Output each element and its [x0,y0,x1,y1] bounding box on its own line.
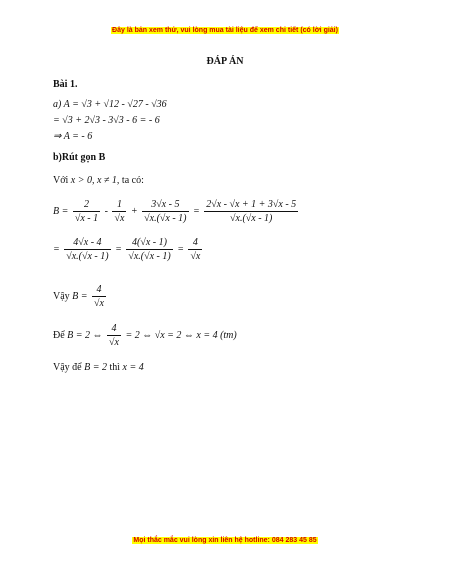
eq2-f3-den: √x [190,251,201,262]
eq2-fraction-2 [126,236,172,263]
eq1-fraction-1 [73,198,100,225]
conclusion-num: 4 [92,283,106,297]
eq1-fraction-3 [142,198,188,225]
condition-b2-den: √x [109,337,119,348]
eq1-f2-num: 1 [112,198,126,212]
conclusion-fraction [92,283,106,310]
eq1-f4-den: √x.(√x - 1) [230,213,273,224]
eq2-f1-den: √x.(√x - 1) [66,251,109,262]
final-label-2: thì [109,362,121,373]
eq2-f1-num: 4√x - 4 [64,236,110,250]
eq1-op1: - [104,205,108,217]
equation-2 [53,236,204,263]
condition-label: Với [53,175,69,186]
eq2-lead: = [53,243,60,255]
condition-tail: ta có: [121,175,144,186]
eq1-lhs: B = [53,205,69,217]
condition-b2-lhs: B = 2 ⇔ [67,329,103,341]
part-b-heading: b)Rút gọn B [53,152,106,163]
eq1-f2-den: √x [114,213,125,224]
condition-b2-label: Để [53,329,65,341]
final-expr-1: B = 2 [84,362,107,373]
eq2-f3-num: 4 [188,236,202,250]
final-answer-line [53,362,144,373]
part-a-line1: a) A = √3 + √12 - √27 - √36 [53,99,167,110]
eq1-f3-num: 3√x - 5 [142,198,188,212]
eq1-f1-den: √x - 1 [74,213,99,224]
hotline-banner [0,537,450,544]
eq2-f2-den: √x.(√x - 1) [128,251,171,262]
eq2-eq2: = [177,243,184,255]
eq2-fraction-1 [64,236,110,263]
preview-notice-text: Đây là bản xem thử, vui lòng mua tài liệu để xem chi tiết (có lời giải) [112,27,338,34]
hotline-text: Mọi thắc mắc vui lòng xin liên hệ hotline: 084 283 45 85 [133,537,317,544]
page-title: ĐÁP ÁN [206,56,244,67]
eq1-op2: + [130,205,138,217]
eq1-f1-num: 2 [73,198,100,212]
part-a-line2: = √3 + 2√3 - 3√3 - 6 = - 6 [53,115,160,126]
conclusion-lhs: B = [72,290,88,302]
condition-b2-fraction [107,322,121,349]
condition-b2-num: 4 [107,322,121,336]
eq1-f4-num: 2√x - √x + 1 + 3√x - 5 [206,199,297,210]
condition-b2-line [53,322,237,349]
condition-expr: x > 0, x ≠ 1, [70,175,120,186]
eq1-eq: = [193,205,200,217]
eq1-fraction-2 [112,198,126,225]
eq1-f3-den: √x.(√x - 1) [144,213,187,224]
preview-notice-banner [0,27,450,34]
eq2-eq1: = [115,243,122,255]
condition-line [53,175,144,186]
section-heading-bai1: Bài 1. [53,79,78,90]
eq2-f2-num: 4(√x - 1) [126,236,172,250]
conclusion-label: Vậy [53,290,70,302]
condition-b2-rhs: = 2 ⇔ √x = 2 ⇔ x = 4 (tm) [125,329,237,341]
conclusion-den: √x [94,298,104,309]
conclusion-line [53,283,108,310]
final-expr-2: x = 4 [122,362,144,373]
eq2-fraction-3 [188,236,202,263]
eq1-fraction-4 [204,198,298,225]
part-a-line3: ⇒ A = - 6 [53,131,93,142]
equation-1 [53,198,300,225]
final-label-1: Vậy để [53,362,82,373]
